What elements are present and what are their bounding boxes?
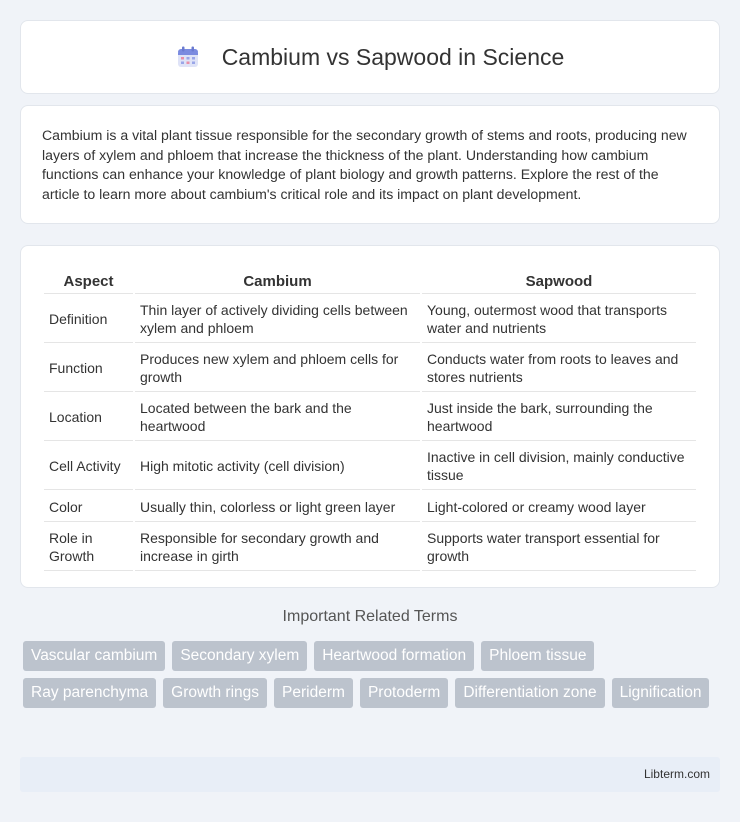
tag-heartwood-formation[interactable]: Heartwood formation (314, 641, 474, 671)
tag-periderm[interactable]: Periderm (274, 678, 353, 708)
related-terms-heading: Important Related Terms (282, 608, 458, 625)
row-aspect-cell: Location (44, 394, 133, 441)
table-row (44, 345, 696, 392)
related-terms-list (23, 641, 723, 708)
table-row (44, 394, 696, 441)
sapwood-cell: Conducts water from roots to leaves and stores nutrients (422, 345, 696, 392)
sapwood-cell: Young, outermost wood that transports water and nutrients (422, 296, 696, 343)
sapwood-cell: Inactive in cell division, mainly conductive tissue (422, 443, 696, 490)
cambium-cell: Produces new xylem and phloem cells for growth (135, 345, 420, 392)
sapwood-cell: Just inside the bark, surrounding the heartwood (422, 394, 696, 441)
intro-paragraph: Cambium is a vital plant tissue responsible for the secondary growth of stems and roots, producing new layers of xylem and phloem that increase the thickness of the plant. Understanding how cambium functions can enhance your knowledge of plant biology and growth patterns. Explore the rest of the article to learn more about cambium's critical role and its impact on plant development. (42, 127, 687, 202)
intro-card (20, 105, 720, 224)
row-aspect-cell: Cell Activity (44, 443, 133, 490)
tag-vascular-cambium[interactable]: Vascular cambium (23, 641, 165, 671)
row-aspect-cell: Role in Growth (44, 524, 133, 571)
table-header-row (44, 268, 696, 294)
comparison-card (20, 245, 720, 588)
row-aspect-cell: Definition (44, 296, 133, 343)
tag-differentiation-zone[interactable]: Differentiation zone (455, 678, 604, 708)
page-title: Cambium vs Sapwood in Science (221, 43, 565, 70)
tag-lignification[interactable]: Lignification (612, 678, 710, 708)
footer (20, 757, 720, 792)
table-row (44, 492, 696, 522)
sapwood-cell: Supports water transport essential for growth (422, 524, 696, 571)
comparison-table (42, 266, 698, 573)
column-header-sapwood: Sapwood (422, 268, 696, 294)
cambium-cell: Responsible for secondary growth and increase in girth (135, 524, 420, 571)
row-aspect-cell: Function (44, 345, 133, 392)
calendar-icon (176, 45, 200, 69)
table-row (44, 443, 696, 490)
table-row (44, 296, 696, 343)
row-aspect-cell: Color (44, 492, 133, 522)
column-header-aspect: Aspect (44, 268, 133, 294)
tag-phloem-tissue[interactable]: Phloem tissue (481, 641, 594, 671)
title-card (20, 20, 720, 94)
column-header-cambium: Cambium (135, 268, 420, 294)
tag-protoderm[interactable]: Protoderm (360, 678, 448, 708)
table-row (44, 524, 696, 571)
tag-growth-rings[interactable]: Growth rings (163, 678, 267, 708)
cambium-cell: Thin layer of actively dividing cells between xylem and phloem (135, 296, 420, 343)
cambium-cell: Located between the bark and the heartwood (135, 394, 420, 441)
tag-ray-parenchyma[interactable]: Ray parenchyma (23, 678, 156, 708)
footer-site-link[interactable]: Libterm.com (643, 767, 710, 781)
cambium-cell: High mitotic activity (cell division) (135, 443, 420, 490)
tag-secondary-xylem[interactable]: Secondary xylem (172, 641, 307, 671)
sapwood-cell: Light-colored or creamy wood layer (422, 492, 696, 522)
cambium-cell: Usually thin, colorless or light green layer (135, 492, 420, 522)
